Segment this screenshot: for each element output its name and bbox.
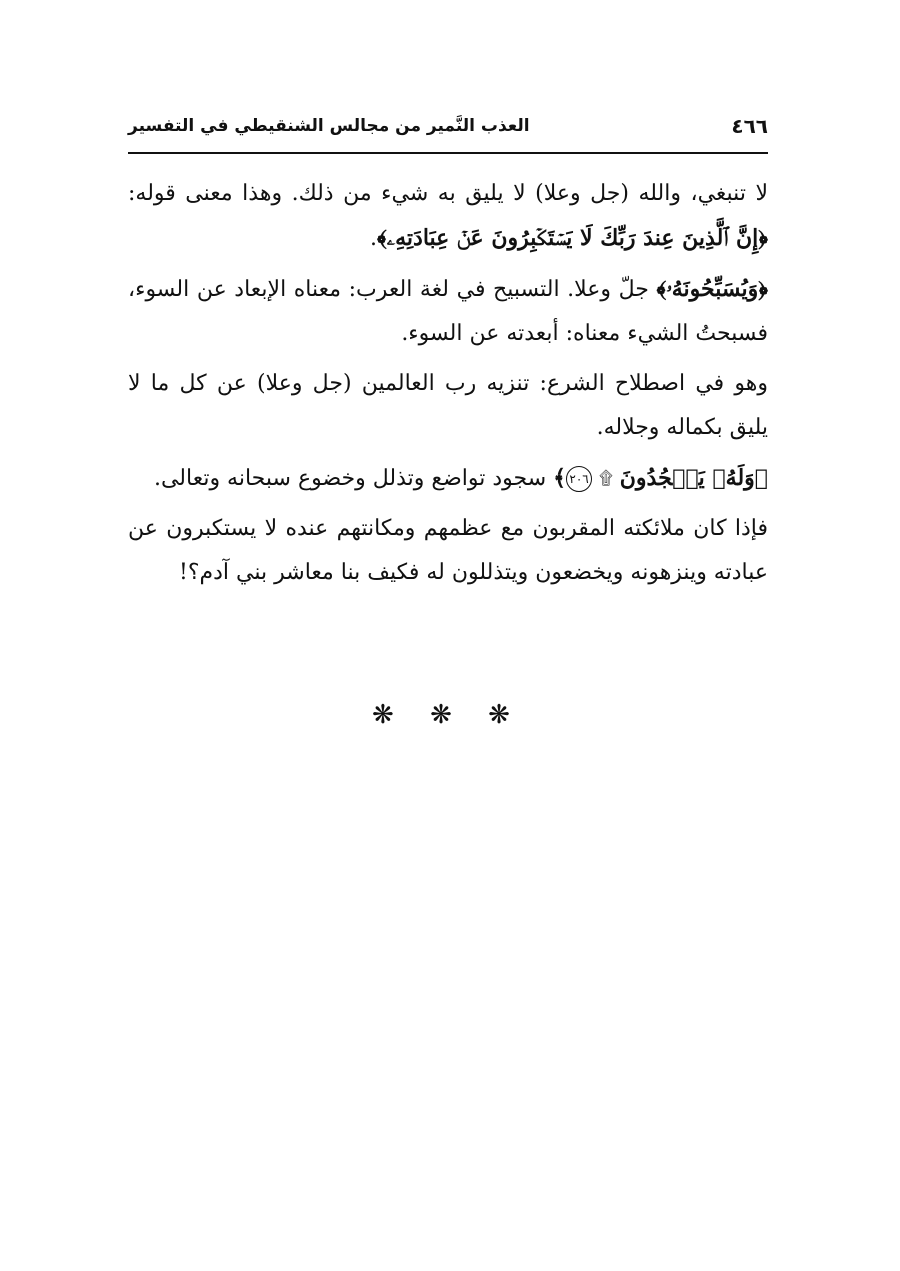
quran-quote-1: إِنَّ ٱلَّذِينَ عِندَ رَبِّكَ لَا يَسۡتَكۡبِرُونَ عَنۡ عِبَادَتِهِۦ [386, 225, 759, 251]
ornate-bracket-open: ﴿ [758, 225, 768, 251]
ornate-bracket-open: ﴿ [754, 465, 768, 491]
section-separator: ❋ ❋ ❋ [372, 700, 524, 730]
page-number: ٤٦٦ [731, 114, 768, 138]
paragraph-2-text: جلّ وعلا. التسبيح في لغة العرب: معناه الإبعاد عن السوء، فسبحتُ الشيء معناه: أبعدته عن السوء. [128, 277, 768, 346]
header-rule [128, 152, 768, 154]
running-header [128, 112, 768, 152]
quran-quote-2: وَيُسَبِّحُونَهُۥ [666, 276, 759, 302]
quran-quote-3: وَلَهُۥ يَسۡجُدُونَ [619, 465, 755, 491]
ornate-bracket-open: ﴿ [758, 276, 768, 302]
ayah-number-marker: ٢٠٦ [566, 466, 592, 492]
paragraph-3-text: وهو في اصطلاح الشرع: تنزيه رب العالمين (جل وعلا) عن كل ما لا يليق بكماله وجلاله. [128, 371, 768, 440]
paragraph-1: لا تنبغي، والله (جل وعلا) لا يليق به شيء من ذلك. وهذا معنى قوله: ﴿إِنَّ ٱلَّذِينَ عِندَ رَبِّكَ لَا يَسۡتَكۡبِرُونَ عَنۡ عِبَادَتِهِۦ﴾. [128, 181, 768, 251]
ornate-bracket-close: ﴾ [553, 465, 567, 491]
paragraph-5-text: فإذا كان ملائكته المقربون مع عظمهم ومكانتهم عنده لا يستكبرون عن عبادته وينزهونه ويخضعون ويتذللون له فكيف بنا معاشر بني آدم؟! [128, 516, 768, 585]
ornate-bracket-close: ﴾ [377, 225, 387, 251]
ornate-bracket-close: ﴾ [656, 276, 667, 302]
main-text [128, 172, 768, 601]
sajda-icon: ۩ [599, 468, 613, 489]
paragraph-4-text: سجود تواضع وتذلل وخضوع سبحانه وتعالى. [153, 466, 554, 491]
running-title: العذب النَّمير من مجالس الشنقيطي في التفسير [128, 116, 530, 136]
paragraph-2 [128, 267, 768, 356]
paragraph-5 [128, 507, 768, 595]
paragraph-1-text: لا تنبغي، والله (جل وعلا) لا يليق به شيء من ذلك. وهذا معنى قوله: [128, 181, 768, 206]
paragraph-4 [128, 456, 768, 501]
paragraph-3 [128, 362, 768, 450]
